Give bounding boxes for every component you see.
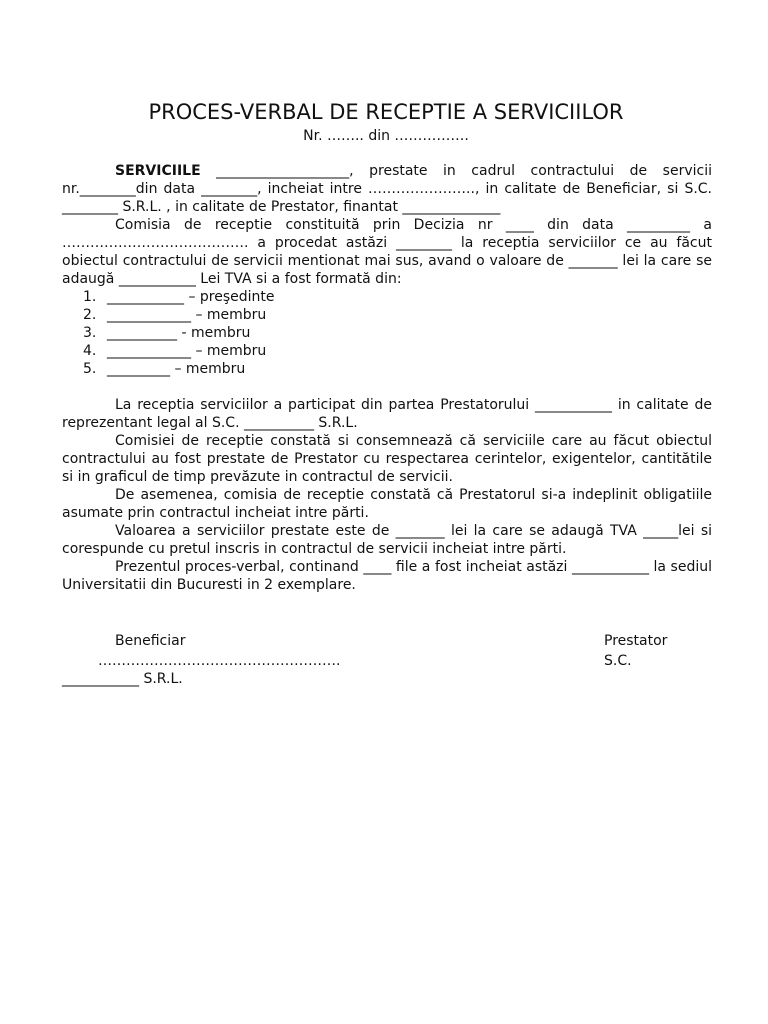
provider-company-line: ___________ S.R.L.: [62, 671, 183, 687]
list-item-number: 3.: [83, 325, 97, 341]
list-item: [83, 288, 712, 306]
list-item-text: __________ - membru: [107, 325, 251, 341]
services-text: ___________________, prestate in cadrul contractului de servicii nr.________din data ________, incheiat intre ………………….., in calitate de Beneficiar, si S.C. ________ S.R.L. , in calitate de Prestator, finantat ______________: [62, 163, 712, 215]
provider-company-prefix: S.C.: [604, 653, 632, 669]
services-heading: SERVICIILE: [115, 163, 201, 179]
commission-paragraph: Comisia de receptie constituită prin Decizia nr ____ din data _________ a …………………………………. a procedat astăzi ________ la receptia serviciilor ce au făcut obiectul contractului de servicii mentionat mai sus, avand o valoare de _______ lei la care se adaugă ___________ Lei TVA si a fost formată din:: [62, 217, 712, 287]
list-item-number: 2.: [83, 307, 97, 323]
provider-label: Prestator: [604, 633, 668, 649]
document-number-line: Nr. …….. din …………….: [303, 128, 469, 144]
list-item-number: 1.: [83, 289, 97, 305]
value-paragraph: Valoarea a serviciilor prestate este de _______ lei la care se adaugă TVA _____lei si corespunde cu pretul inscris in contractul de servicii incheiat intre părti.: [62, 523, 712, 557]
list-item-number: 4.: [83, 343, 97, 359]
list-item: [83, 324, 712, 342]
beneficiary-signature-line: …………………………………………….: [98, 653, 341, 669]
list-item-text: ___________ – preşedinte: [107, 289, 275, 305]
services-paragraph: [62, 162, 712, 216]
list-item-text: ____________ – membru: [107, 307, 267, 323]
list-item-number: 5.: [83, 361, 97, 377]
list-item-text: _________ – membru: [107, 361, 246, 377]
list-item: [83, 306, 712, 324]
document-title: PROCES-VERBAL DE RECEPTIE A SERVICIILOR: [148, 100, 624, 124]
findings-paragraph: Comisiei de receptie constată si consemnează că serviciile care au făcut obiectul contractului au fost prestate de Prestator cu respectarea cerintelor, exigentelor, cantitătile si in graficul de timp prevăzute in contractul de servicii.: [62, 433, 712, 485]
signature-block: [62, 632, 712, 692]
provider-representative-paragraph: La receptia serviciilor a participat din partea Prestatorului ___________ in calitate de reprezentant legal al S.C. __________ S.R.L.: [62, 397, 712, 431]
list-item-text: ____________ – membru: [107, 343, 267, 359]
document-body: [62, 162, 712, 594]
closing-paragraph: Prezentul proces-verbal, continand ____ file a fost incheiat astăzi ___________ la sediul Universitatii din Bucuresti in 2 exemplare.: [62, 559, 712, 593]
beneficiary-label: Beneficiar: [115, 633, 186, 649]
obligations-paragraph: De asemenea, comisia de receptie constată că Prestatorul si-a indeplinit obligatiile asumate prin contractul incheiat intre părti.: [62, 487, 712, 521]
commission-members-list: [62, 288, 712, 378]
list-item: [83, 360, 712, 378]
paragraph-spacer: [62, 378, 712, 396]
list-item: [83, 342, 712, 360]
